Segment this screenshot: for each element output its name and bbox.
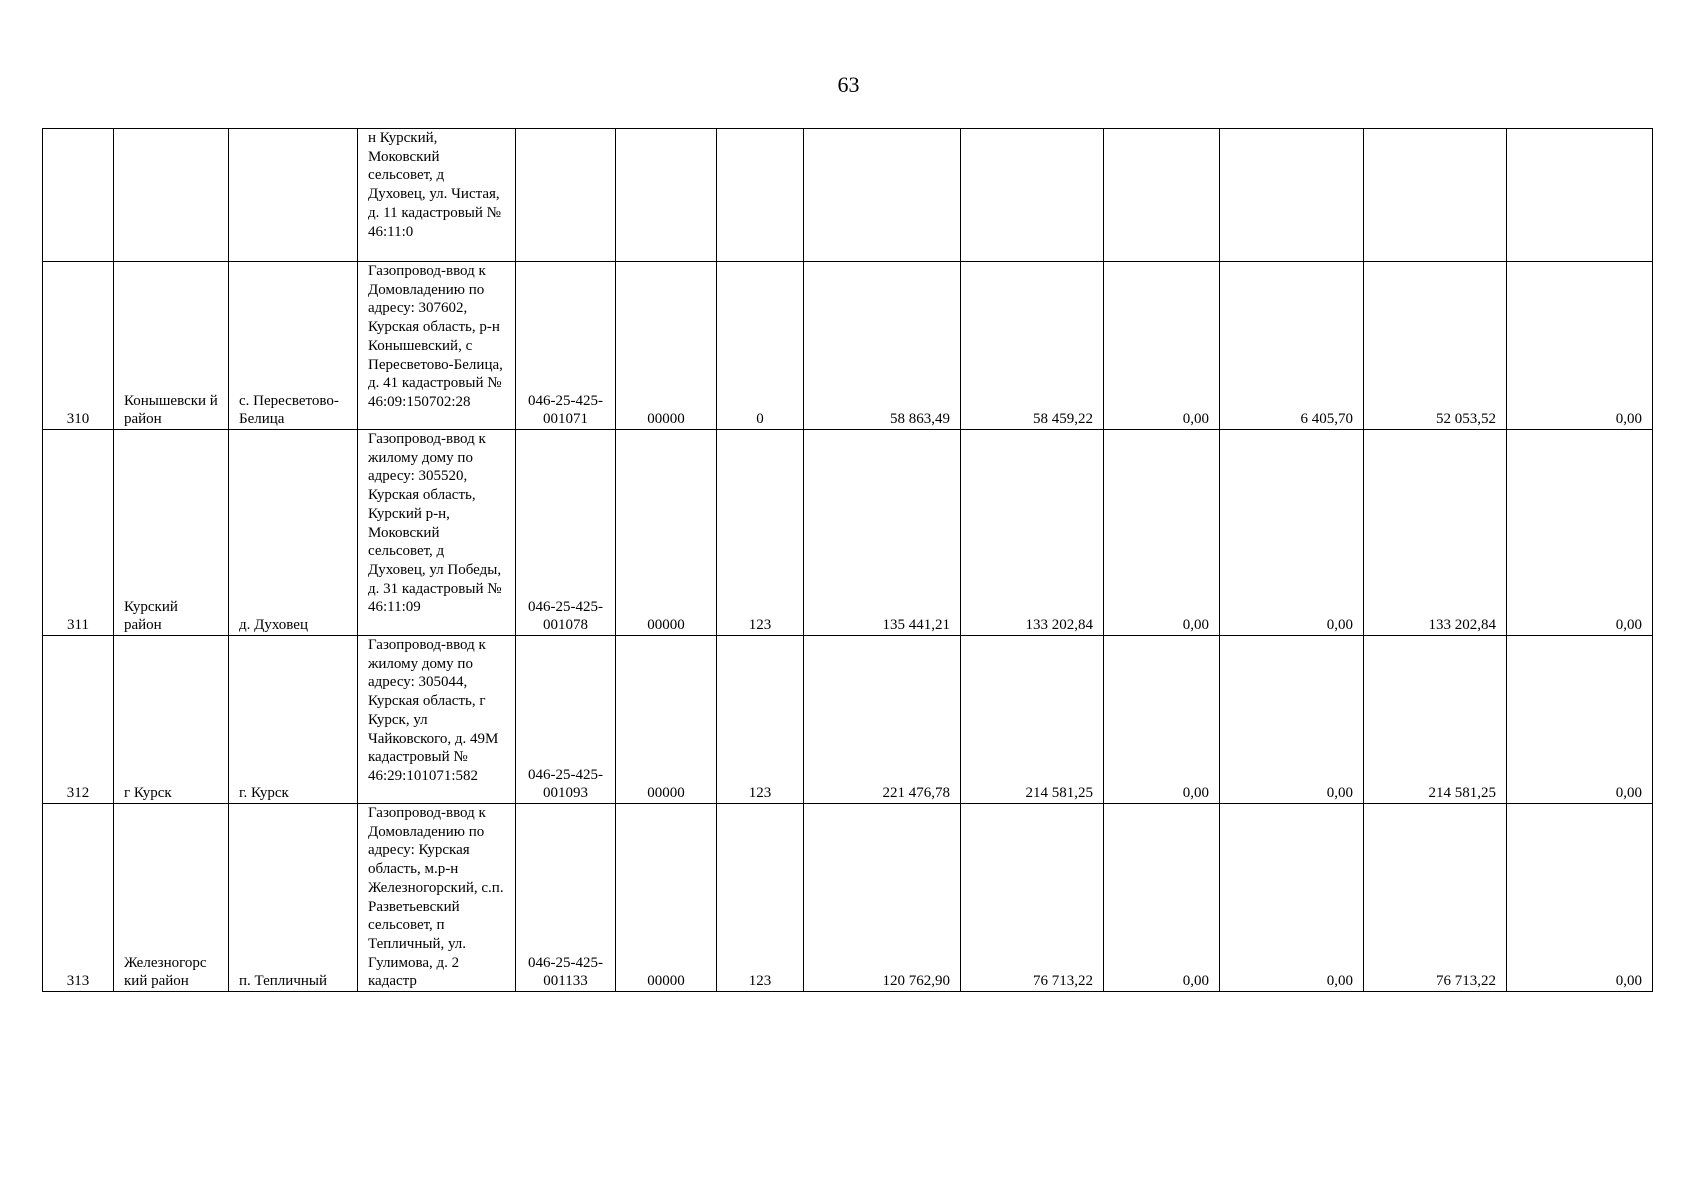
amount-cell-4: 0,00 (1220, 430, 1364, 636)
amount-cell-4 (1220, 129, 1364, 262)
row-number-cell: 313 (43, 804, 114, 992)
object-code-cell (516, 129, 616, 262)
category-cell: 123 (717, 430, 804, 636)
amount-cell-5: 214 581,25 (1364, 636, 1507, 804)
code-zeros-cell: 00000 (616, 262, 717, 430)
amount-cell-1: 58 863,49 (804, 262, 961, 430)
category-cell (717, 129, 804, 262)
amount-cell-1: 120 762,90 (804, 804, 961, 992)
locality-cell (229, 129, 358, 262)
amount-cell-3 (1104, 129, 1220, 262)
row-number-cell: 312 (43, 636, 114, 804)
district-cell: Конышевски й район (114, 262, 229, 430)
amount-cell-6: 0,00 (1507, 430, 1653, 636)
amount-cell-2: 58 459,22 (961, 262, 1104, 430)
table-row (43, 636, 1653, 804)
amount-cell-1: 221 476,78 (804, 636, 961, 804)
amount-cell-2 (961, 129, 1104, 262)
amount-cell-4: 0,00 (1220, 636, 1364, 804)
amount-cell-5: 76 713,22 (1364, 804, 1507, 992)
object-code-cell: 046-25-425-001071 (516, 262, 616, 430)
category-cell: 123 (717, 636, 804, 804)
code-zeros-cell: 00000 (616, 636, 717, 804)
locality-cell: г. Курск (229, 636, 358, 804)
amount-cell-2: 133 202,84 (961, 430, 1104, 636)
amount-cell-3: 0,00 (1104, 430, 1220, 636)
amount-cell-2: 76 713,22 (961, 804, 1104, 992)
locality-cell: с. Пересветово-Белица (229, 262, 358, 430)
object-description-cell: Газопровод-ввод к Домовладению по адресу: Курская область, м.р-н Железногорский, с.п. Разветьевский сельсовет, п Тепличный, ул. Гулимова, д. 2 кадастр (358, 804, 516, 992)
district-cell: Курский район (114, 430, 229, 636)
amount-cell-5: 133 202,84 (1364, 430, 1507, 636)
locality-cell: п. Тепличный (229, 804, 358, 992)
district-cell: г Курск (114, 636, 229, 804)
amount-cell-6: 0,00 (1507, 636, 1653, 804)
object-code-cell: 046-25-425-001133 (516, 804, 616, 992)
amount-cell-6 (1507, 129, 1653, 262)
amount-cell-3: 0,00 (1104, 804, 1220, 992)
amount-cell-6: 0,00 (1507, 804, 1653, 992)
amount-cell-1: 135 441,21 (804, 430, 961, 636)
object-code-cell: 046-25-425-001093 (516, 636, 616, 804)
district-cell (114, 129, 229, 262)
table-row (43, 804, 1653, 992)
amount-cell-4: 0,00 (1220, 804, 1364, 992)
registry-table (42, 128, 1653, 992)
code-zeros-cell: 00000 (616, 804, 717, 992)
code-zeros-cell (616, 129, 717, 262)
amount-cell-4: 6 405,70 (1220, 262, 1364, 430)
object-description-cell: Газопровод-ввод к жилому дому по адресу: 305520, Курская область, Курский р-н, Моковский сельсовет, д Духовец, ул Победы, д. 31 кадастровый № 46:11:09 (358, 430, 516, 636)
amount-cell-2: 214 581,25 (961, 636, 1104, 804)
code-zeros-cell: 00000 (616, 430, 717, 636)
page-number: 63 (837, 72, 860, 97)
amount-cell-5: 52 053,52 (1364, 262, 1507, 430)
object-description-cell: Газопровод-ввод к жилому дому по адресу: 305044, Курская область, г Курск, ул Чайковского, д. 49М кадастровый № 46:29:101071:582 (358, 636, 516, 804)
row-number-cell (43, 129, 114, 262)
table-row (43, 129, 1653, 262)
row-number-cell: 310 (43, 262, 114, 430)
category-cell: 0 (717, 262, 804, 430)
object-description-cell: н Курский, Моковский сельсовет, д Духовец, ул. Чистая, д. 11 кадастровый № 46:11:0 (358, 129, 516, 262)
amount-cell-3: 0,00 (1104, 636, 1220, 804)
district-cell: Железногорс кий район (114, 804, 229, 992)
locality-cell: д. Духовец (229, 430, 358, 636)
amount-cell-6: 0,00 (1507, 262, 1653, 430)
amount-cell-1 (804, 129, 961, 262)
category-cell: 123 (717, 804, 804, 992)
table-row (43, 262, 1653, 430)
amount-cell-5 (1364, 129, 1507, 262)
table-row (43, 430, 1653, 636)
object-description-cell: Газопровод-ввод к Домовладению по адресу: 307602, Курская область, р-н Конышевский, с Пересветово-Белица, д. 41 кадастровый № 46:09:150702:28 (358, 262, 516, 430)
object-code-cell: 046-25-425-001078 (516, 430, 616, 636)
amount-cell-3: 0,00 (1104, 262, 1220, 430)
row-number-cell: 311 (43, 430, 114, 636)
